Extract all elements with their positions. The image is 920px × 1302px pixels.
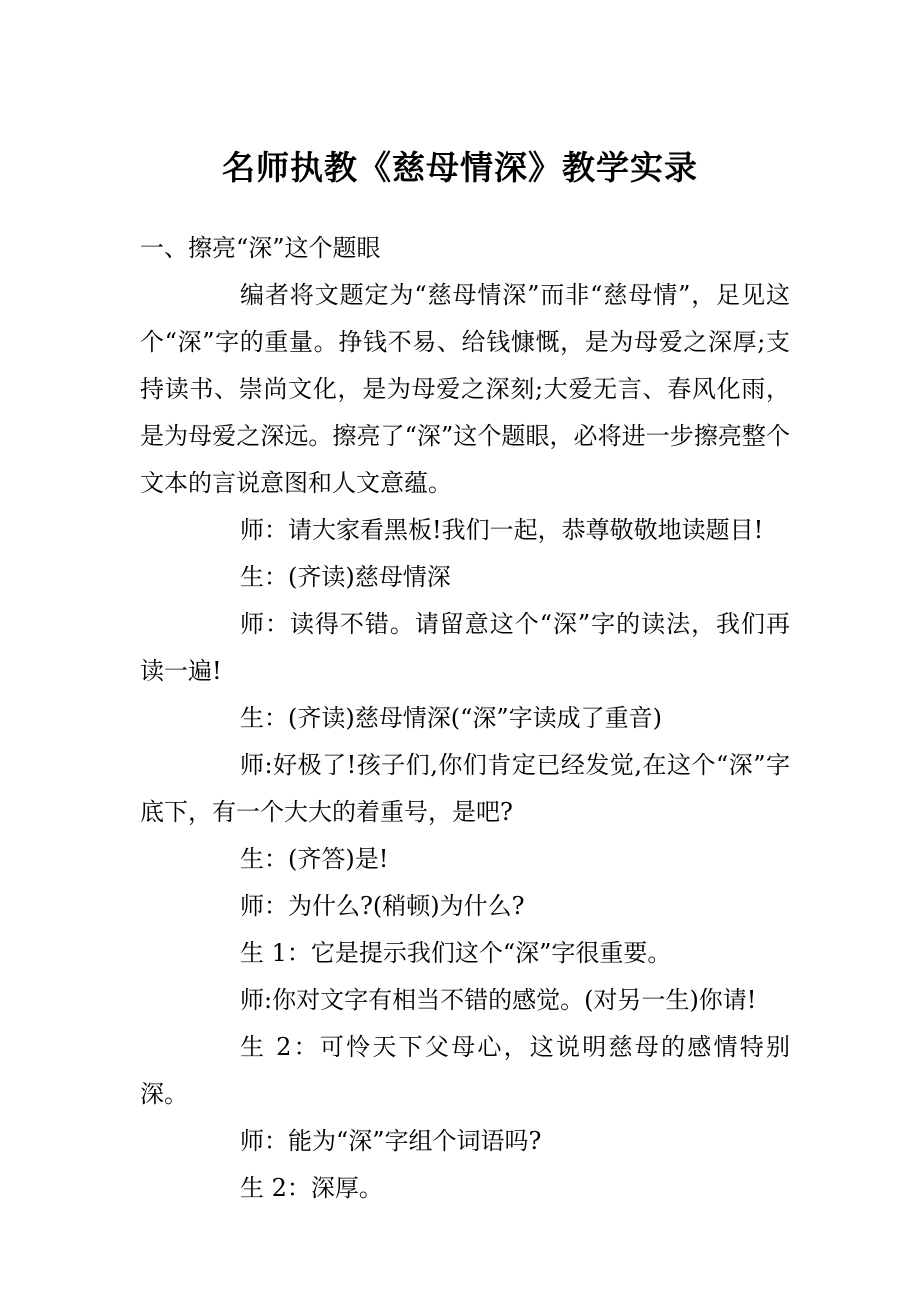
dialogue-line: 师：请大家看黑板!我们一起，恭尊敬敬地读题目! xyxy=(240,516,764,544)
dialogue-line: 生 2：深厚。 xyxy=(240,1174,383,1202)
dialogue-line: 生 2：可怜天下父母心，这说明慈母的感情特别深。 xyxy=(140,1033,790,1108)
document-title: 名师执教《慈母情深》教学实录 xyxy=(222,148,698,187)
dialogue-line: 生：(齐读)慈母情深 xyxy=(240,563,451,591)
document-body xyxy=(140,225,790,1212)
dialogue-line: 师：能为“深”字组个词语吗? xyxy=(240,1127,542,1155)
dialogue-line: 师：为什么?(稍顿)为什么? xyxy=(240,892,525,920)
paragraph-intro: 编者将文题定为“慈母情深”而非“慈母情”，足见这个“深”字的重量。挣钱不易、给钱慷慨，是为母爱之深厚;支持读书、崇尚文化，是为母爱之深刻;大爱无言、春风化雨，是为母爱之深远。擦亮了“深”这个题眼，必将进一步擦亮整个文本的言说意图和人文意蕴。 xyxy=(140,281,790,497)
dialogue-line: 师:好极了!孩子们,你们肯定已经发觉,在这个“深”字底下，有一个大大的着重号，是吧? xyxy=(140,751,790,826)
section-heading: 一、擦亮“深”这个题眼 xyxy=(140,234,381,262)
dialogue-line: 生：(齐答)是! xyxy=(240,845,389,873)
dialogue-line: 生：(齐读)慈母情深(“深”字读成了重音) xyxy=(240,704,662,732)
dialogue-line: 师：读得不错。请留意这个“深”字的读法，我们再读一遍! xyxy=(140,610,790,685)
dialogue-line: 师:你对文字有相当不错的感觉。(对另一生)你请! xyxy=(240,986,757,1014)
dialogue-line: 生 1：它是提示我们这个“深”字很重要。 xyxy=(240,939,672,967)
